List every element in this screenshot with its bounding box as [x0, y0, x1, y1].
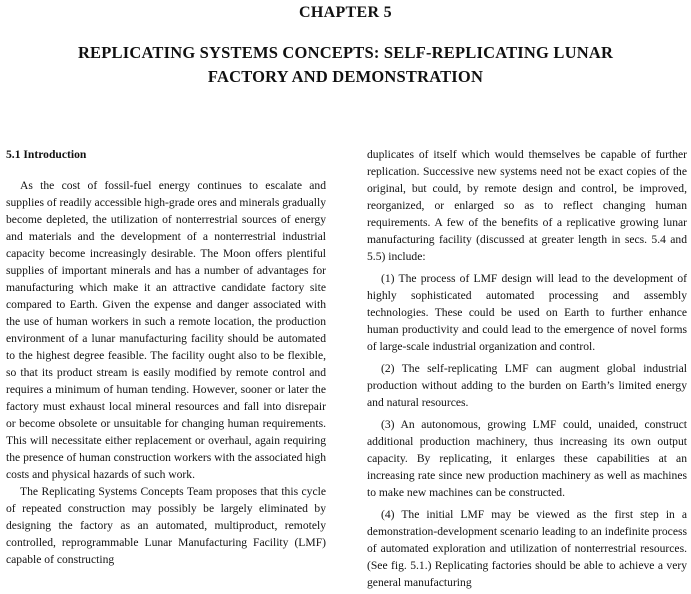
benefit-item: (2) The self-replicating LMF can augment global industrial production without adding to the burden on Earth’s limited energy and natural resources.	[367, 362, 687, 409]
paragraph: As the cost of fossil-fuel energy continues to escalate and supplies of readily accessible high-grade ores and minerals gradually become depleted, the utilization of nonterrestrial sources of energy and materials and the development of a nonterrestrial industrial capacity become increasingly desirable. The Moon offers plentiful supplies of important minerals and has a number of advantages for manufacturing which make it an attractive candidate factory site compared to Earth. Given the expense and danger associated with the use of human workers in such a remote location, the production environment of a lunar manufacturing facility should be automated to the highest degree feasible. The facility ought also to be flexible, so that its product stream is easily modified by remote control and requires a minimum of human tending. However, sooner or later the factory must exhaust local mineral resources and fall into disrepair or become obsolete or unsuitable for changing human requirements. This will necessitate either replacement or overhaul, again requiring the presence of human construction workers with the associated high costs and physical hazards of such work.	[6, 179, 327, 481]
benefit-item: (3) An autonomous, growing LMF could, unaided, construct additional production machinery, thus increasing its own output capacity. By replicating, it enlarges these capabilities at an increasing rate since new production machinery as well as machines to make new machines can be constructed.	[367, 418, 687, 499]
chapter-title-line-1: REPLICATING SYSTEMS CONCEPTS: SELF-REPLICATING LUNAR	[77, 43, 614, 62]
benefit-item: (1) The process of LMF design will lead to the development of highly sophisticated automated processing and assembly technologies. These could be used on Earth to further enhance human productivity and could lead to the emergence of novel forms of large-scale industrial organization and control.	[367, 272, 687, 353]
right-column	[367, 146, 687, 591]
paragraph: duplicates of itself which would themselves be capable of further replication. Successive new systems need not be exact copies of the original, but could, by remote design and control, be improved, reorganized, or enlarged so as to reflect changing human requirements. A few of the benefits of a replicative growing lunar manufacturing facility (discussed at greater length in secs. 5.4 and 5.5) include:	[367, 148, 687, 263]
section-heading: 5.1 Introduction	[6, 148, 87, 161]
chapter-title-line-2: FACTORY AND DEMONSTRATION	[207, 67, 484, 86]
chapter-title	[20, 41, 671, 89]
paragraph: The Replicating Systems Concepts Team proposes that this cycle of repeated construction may possibly be largely eliminated by designing the factory as an automated, multiproduct, remotely controlled, reprogrammable Lunar Manufacturing Facility (LMF) capable of constructing	[6, 485, 326, 566]
chapter-label: CHAPTER 5	[299, 4, 392, 21]
left-column	[6, 146, 326, 568]
benefit-item: (4) The initial LMF may be viewed as the first step in a demonstration-development scenario leading to an indefinite process of automated exploration and utilization of nonterrestrial resources. (See fig. 5.1.) Replicating factories should be able to achieve a very general manufacturing	[367, 508, 687, 589]
